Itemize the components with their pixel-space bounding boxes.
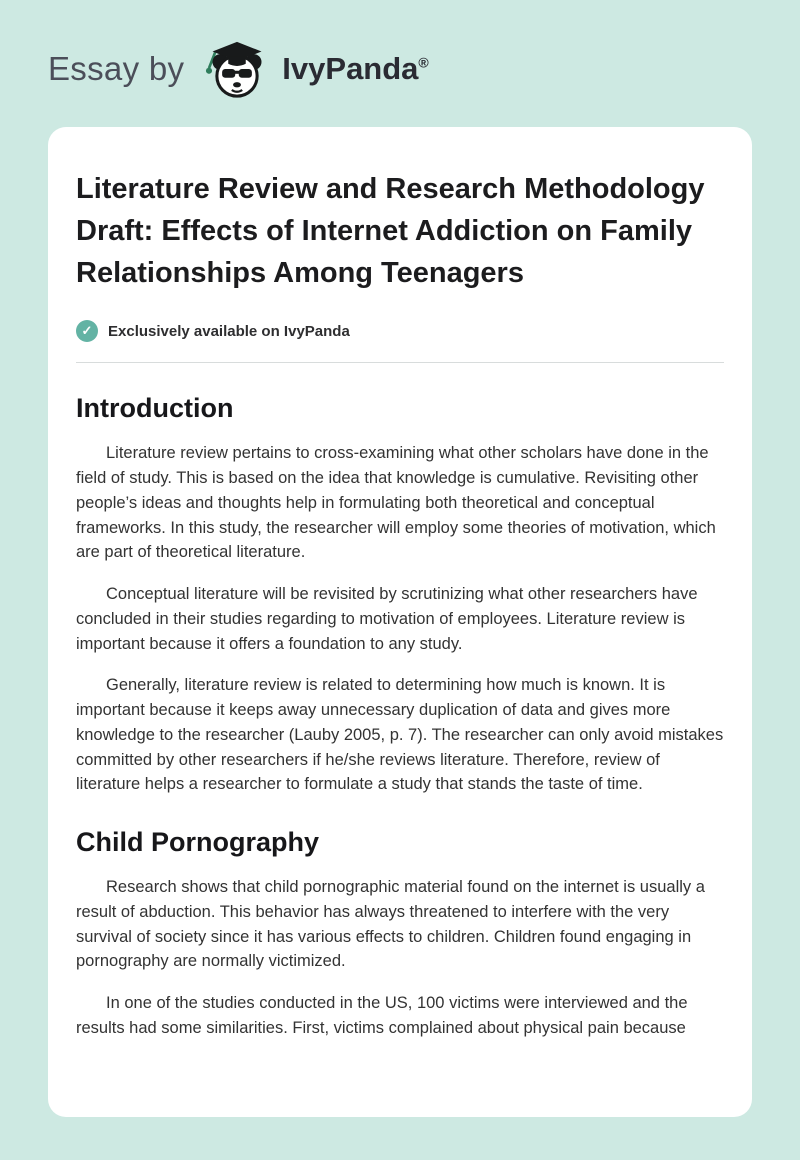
section-heading-introduction: Introduction [76,393,234,424]
essay-by-label: Essay by [48,49,185,87]
brand-link[interactable] [202,38,428,100]
site-header [0,0,800,127]
check-icon: ✓ [76,320,98,342]
paragraph: Literature review pertains to cross-examining what other scholars have done in the field of study. This is based on the idea that knowledge is cumulative. Revisiting other people’s ideas and thoughts help in formulating both theoretical and conceptual frameworks. In this study, the researcher will employ some theories of motivation, which are part of theoretical literature. [76,444,716,562]
divider [76,362,724,363]
essay-card [48,127,752,1117]
registered-mark: ® [418,54,429,71]
essay-title: Literature Review and Research Methodology Draft: Effects of Internet Addiction on Family Relationships Among Teenagers [76,173,705,289]
brand-name: IvyPanda® [282,50,429,86]
paragraph: Research shows that child pornographic material found on the internet is usually a result of abduction. This behavior has always threatened to interfere with the very survival of society since it has various effects to children. Children found engaging in pornography are normally victimized. [76,878,705,971]
paragraph: Conceptual literature will be revisited by scrutinizing what other researchers have concluded in their studies regarding to motivation of employees. Literature review is important because it offers a foundation to any study. [76,585,698,653]
exclusive-badge [76,320,724,342]
section-heading-child-pornography: Child Pornography [76,827,319,857]
paragraph: In one of the studies conducted in the US, 100 victims were interviewed and the results had some similarities. First, victims complained about physical pain because [76,994,688,1037]
panda-graduation-cap-icon [202,38,272,100]
exclusive-badge-label: Exclusively available on IvyPanda [108,322,350,340]
paragraph: Generally, literature review is related to determining how much is known. It is important because it keeps away unnecessary duplication of data and gives more knowledge to the researcher (Lauby 2005, p. 7). The researcher can only avoid mistakes committed by other researchers if he/she reviews literature. Therefore, review of literature helps a researcher to formulate a study that stands the taste of time. [76,676,724,794]
